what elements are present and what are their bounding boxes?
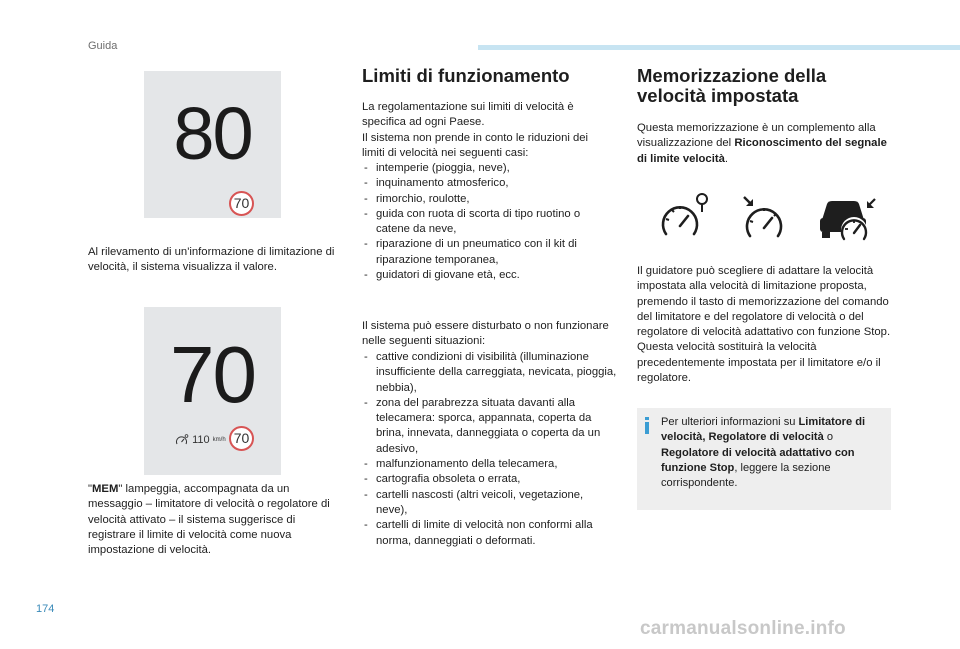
list-item: - guidatori di giovane età, ecc. (362, 268, 617, 283)
intro-text: Questa memorizzazione è un complemento alla visualizzazione del (637, 122, 876, 150)
memorization-body (637, 264, 895, 386)
mem-keyword: MEM (92, 483, 119, 495)
adaptive-cruise-control-icon (818, 192, 878, 247)
info-text-e: , leggere la sezione corrispondente. (661, 461, 831, 490)
speed-limiter-icon (658, 192, 710, 242)
info-link-adaptive-cruise: Regolatore di velocità adattativo con funzione Stop (661, 446, 855, 474)
list-item: - cattive condizioni di visibilità (illuminazione insufficiente della carreggiata, nevicata, pioggia, nebbia), (362, 350, 617, 396)
limits-intro-line1: La regolamentazione sui limiti di velocità è specifica ad ogni Paese. (362, 101, 574, 129)
memorization-body-para2: Questa velocità sostituirà la velocità precedentemente impostata per il limitatore e/o il regolatore. (637, 341, 881, 385)
mem-suggestion-line (175, 434, 226, 446)
cluster-display-mem-suggestion (144, 307, 281, 475)
info-text-a: Per ulteriori informazioni su (661, 416, 799, 428)
list-item: - guida con ruota di scorta di tipo ruotino o catene da neve, (362, 207, 617, 238)
cluster-display-speed-detected (144, 71, 281, 218)
info-text-c: o (823, 431, 834, 444)
heading-memorization: Memorizzazione della velocità impostata (637, 65, 827, 106)
info-link-limiter-cruise: Limitatore di velocità, Regolatore di velocità (661, 416, 866, 444)
list-item: - riparazione di un pneumatico con il kit di riparazione temporanea, (362, 237, 617, 268)
list-item: - inquinamento atmosferico, (362, 176, 617, 191)
mem-speed-unit: km/h (212, 437, 226, 444)
list-item: - cartografia obsoleta o errata, (362, 472, 617, 487)
mem-speed-value: 110 (192, 434, 210, 446)
intro-end: . (724, 152, 729, 165)
list-item: - intemperie (pioggia, neve), (362, 161, 617, 176)
speed-control-icons (650, 192, 880, 247)
header-bar (478, 45, 960, 50)
caption-mem-flashing (88, 482, 338, 558)
speed-limiter-small-icon (175, 434, 189, 446)
displayed-speed-value: 80 (173, 92, 252, 175)
page-number: 174 (36, 603, 55, 615)
limits-intro-line2: Il sistema non prende in conto le riduzioni dei limiti di velocità nei seguenti casi: (362, 131, 589, 159)
list-item: - cartelli di limite di velocità non conformi alla norma, danneggiati o deformati. (362, 518, 617, 549)
heading-limits: Limiti di funzionamento (362, 65, 570, 86)
limits-disturbance-intro: Il sistema può essere disturbato o non funzionare nelle seguenti situazioni: (362, 320, 609, 348)
memorization-intro (637, 121, 892, 167)
info-text (661, 415, 886, 491)
caption-speed-detected: Al rilevamento di un'informazione di limitazione di velocità, il sistema visualizza il valore. (88, 246, 335, 274)
limits-disturbance-list (362, 350, 617, 549)
limits-cases-list (362, 161, 617, 283)
list-item: - rimorchio, roulotte, (362, 192, 617, 207)
watermark: carmanualsonline.info (640, 618, 846, 639)
displayed-speed-value: 70 (170, 330, 255, 419)
speed-limit-sign-icon: 70 (229, 191, 254, 216)
memorization-body-para1: Il guidatore può scegliere di adattare la velocità impostata alla velocità di limitazione proposta, premendo il tasto di memorizzazione del comando del limitatore e del regolatore di velocità o del regolatore di velocità adattativo con funzione Stop. (637, 265, 891, 339)
info-icon (645, 417, 649, 434)
limits-intro (362, 100, 612, 161)
speed-limit-sign-icon: 70 (229, 426, 254, 451)
intro-bold: Riconoscimento del segnale di limite velocità (637, 137, 887, 165)
list-item: - zona del parabrezza situata davanti alla telecamera: sporca, appannata, coperta da brina, innevata, danneggiata o coperta da un adesivo, (362, 396, 617, 457)
cruise-control-icon (740, 192, 792, 242)
caption-mem-text: lampeggia, accompagnata da un messaggio – limitatore di velocità o regolatore di velocità attivato – il sistema suggerisce di registrare il limite di velocità come nuova impostazione di velocità. (88, 483, 330, 557)
quote-open: " (88, 483, 93, 495)
list-item: - malfunzionamento della telecamera, (362, 457, 617, 472)
list-item: - cartelli nascosti (altri veicoli, vegetazione, neve), (362, 488, 617, 519)
section-label: Guida (88, 40, 118, 52)
quote-close: " (118, 483, 123, 495)
